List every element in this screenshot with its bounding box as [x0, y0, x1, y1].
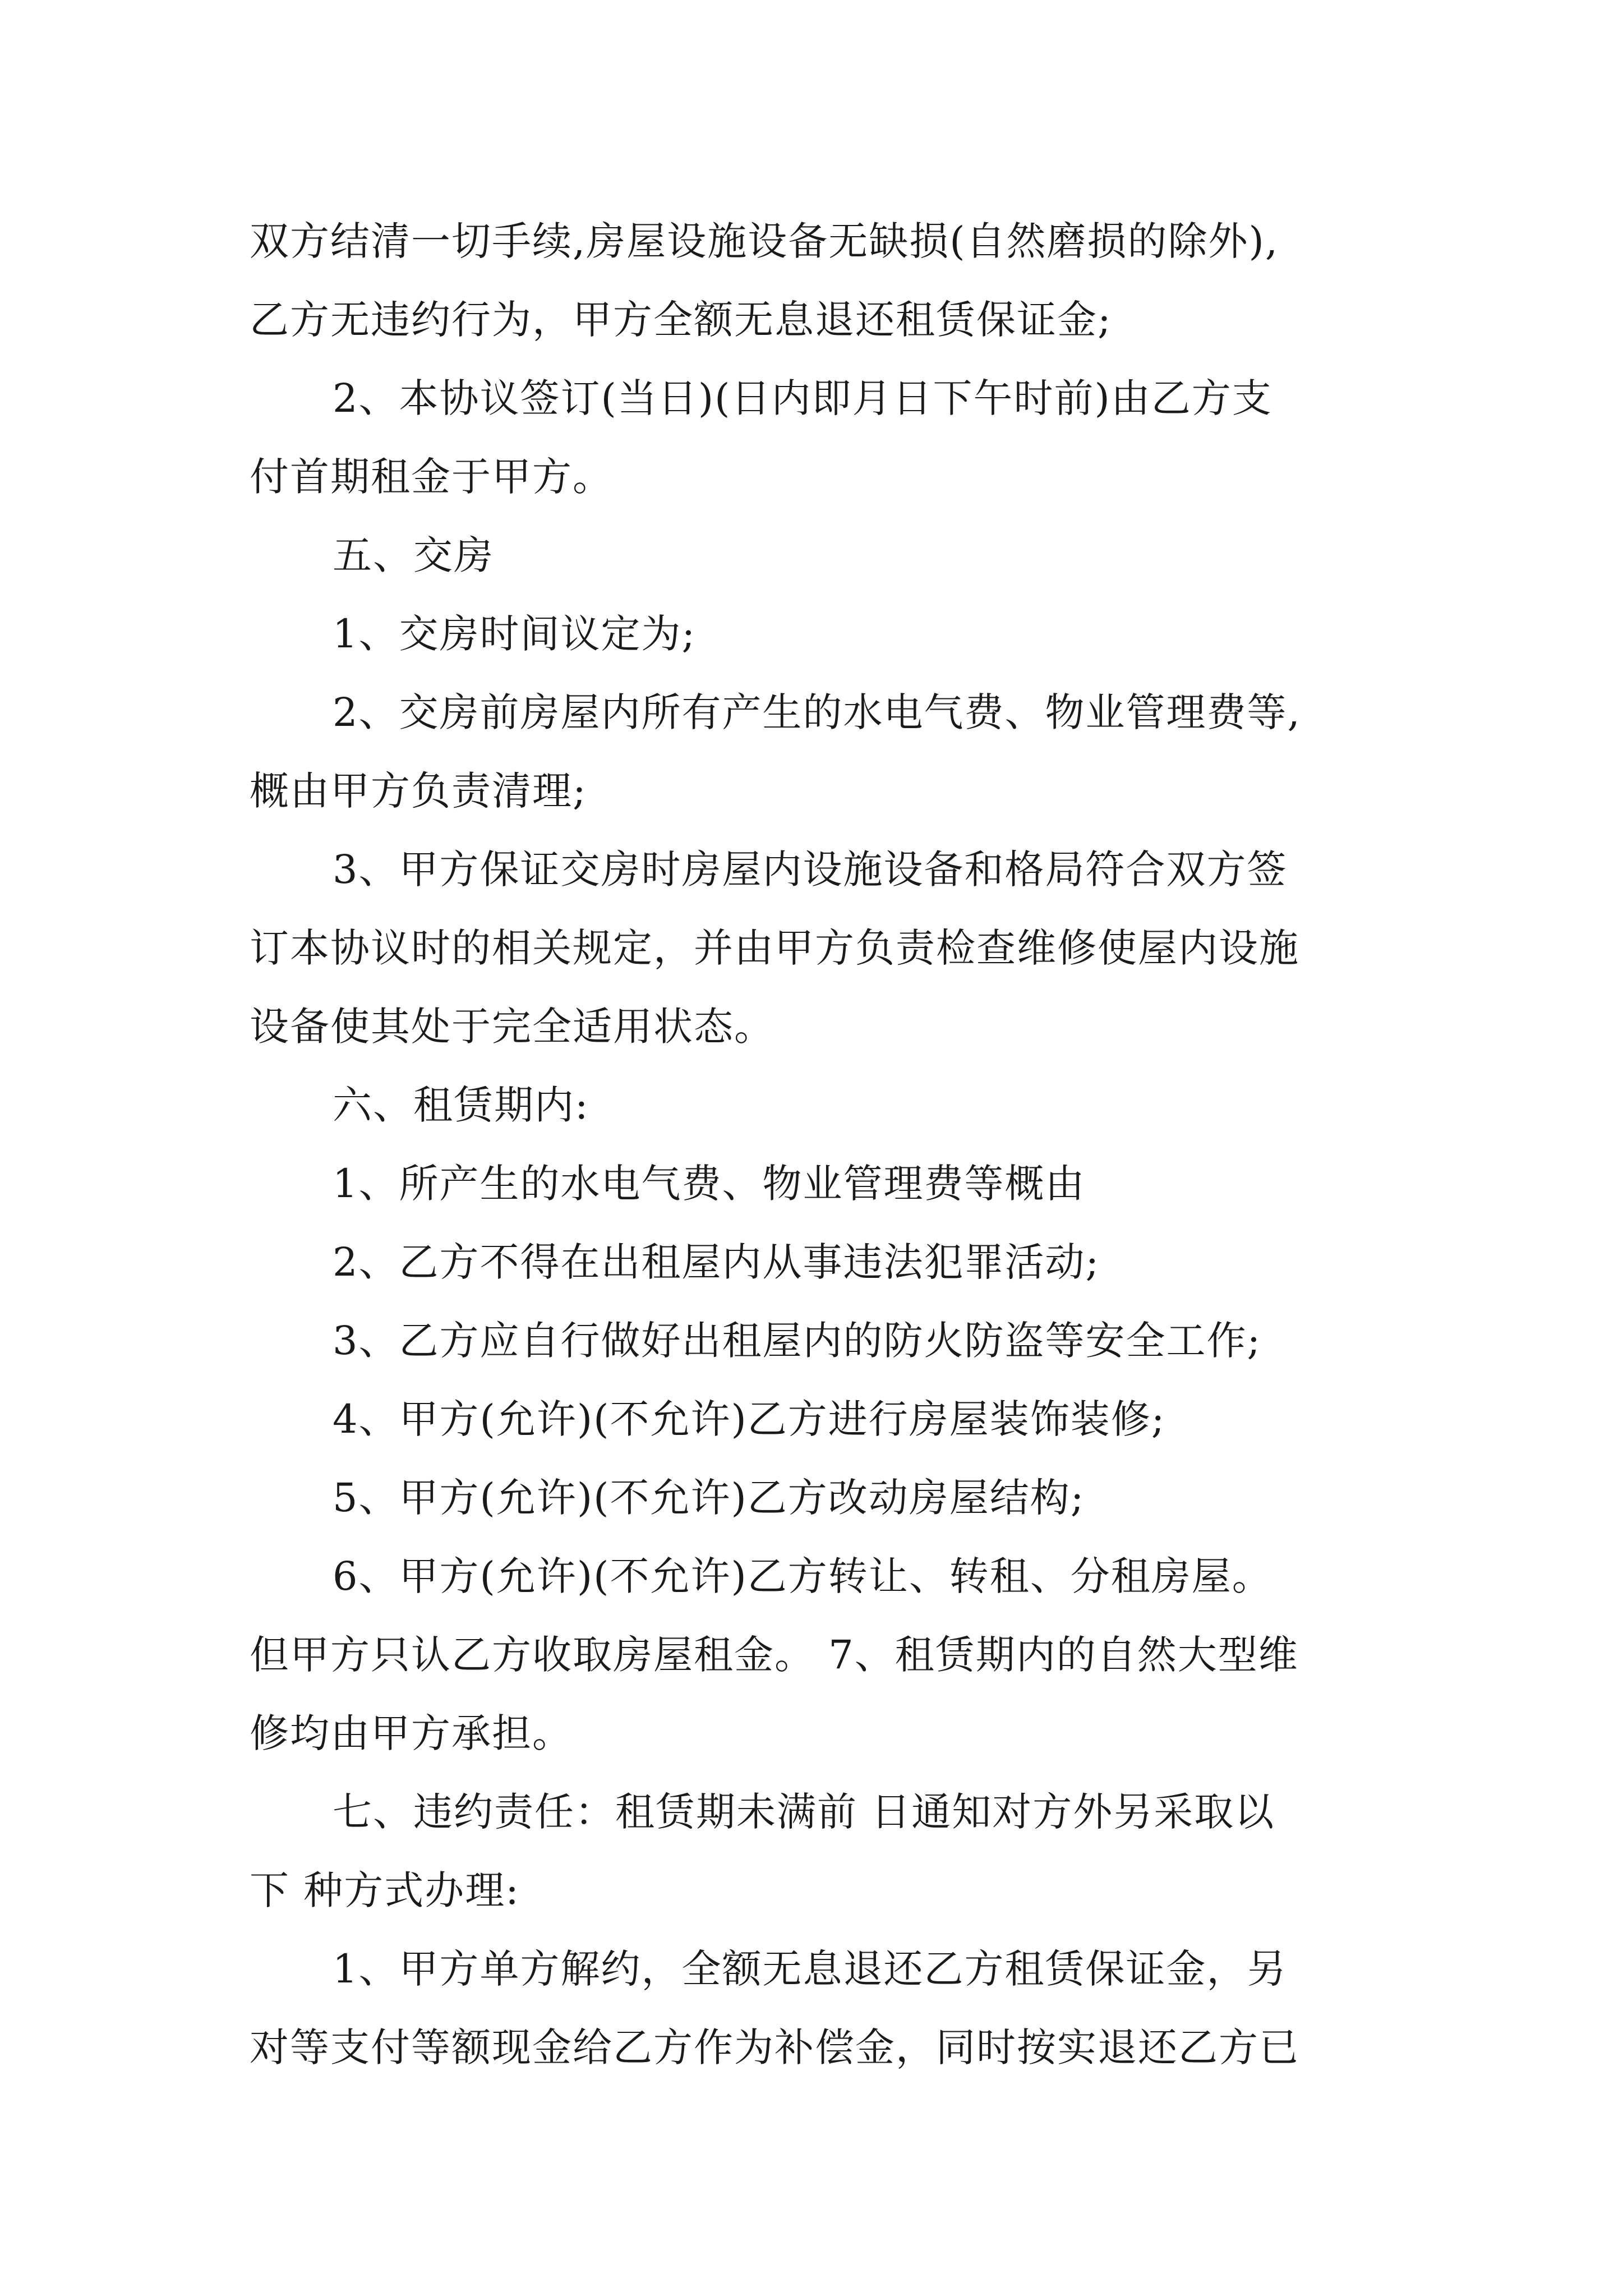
text-line: 2、本协议签订(当日)(日内即月日下午时前)由乙方支 — [333, 375, 1272, 421]
text-line: 2、乙方不得在出租屋内从事违法犯罪活动; — [333, 1239, 1100, 1285]
text-line: 对等支付等额现金给乙方作为补偿金，同时按实退还乙方已 — [250, 2024, 1299, 2070]
text-line: 1、甲方单方解约，全额无息退还乙方租赁保证金，另 — [333, 1946, 1288, 1992]
section-heading: 七、违约责任：租赁期未满前 日通知对方外另采取以 — [333, 1789, 1275, 1835]
text-line: 乙方无违约行为，甲方全额无息退还租赁保证金; — [250, 297, 1112, 343]
text-line: 下 种方式办理: — [250, 1867, 520, 1913]
text-line: 概由甲方负责清理; — [250, 768, 587, 814]
text-line: 设备使其处于完全适用状态。 — [250, 1004, 774, 1050]
text-line: 5、甲方(允许)(不允许)乙方改动房屋结构; — [333, 1475, 1085, 1521]
text-line: 修均由甲方承担。 — [250, 1710, 573, 1756]
text-line: 1、所产生的水电气费、物业管理费等概由 — [333, 1161, 1086, 1207]
section-heading: 五、交房 — [333, 532, 494, 578]
document-body — [250, 202, 1427, 2087]
text-line: 3、甲方保证交房时房屋内设施设备和格局符合双方签 — [333, 846, 1288, 892]
text-line: 4、甲方(允许)(不允许)乙方进行房屋装饰装修; — [333, 1396, 1166, 1442]
text-line: 付首期租金于甲方。 — [250, 454, 613, 500]
text-line: 但甲方只认乙方收取房屋租金。 7、租赁期内的自然大型维 — [250, 1632, 1299, 1678]
text-line: 1、交房时间议定为; — [333, 611, 697, 657]
text-line: 订本协议时的相关规定，并由甲方负责检查维修使屋内设施 — [250, 925, 1299, 971]
text-line: 3、乙方应自行做好出租屋内的防火防盗等安全工作; — [333, 1318, 1262, 1364]
section-heading: 六、租赁期内: — [333, 1082, 589, 1128]
text-line: 2、交房前房屋内所有产生的水电气费、物业管理费等, — [333, 689, 1301, 735]
text-line: 6、甲方(允许)(不允许)乙方转让、转租、分租房屋。 — [333, 1553, 1272, 1599]
text-line: 双方结清一切手续,房屋设施设备无缺损(自然磨损的除外), — [250, 218, 1279, 264]
